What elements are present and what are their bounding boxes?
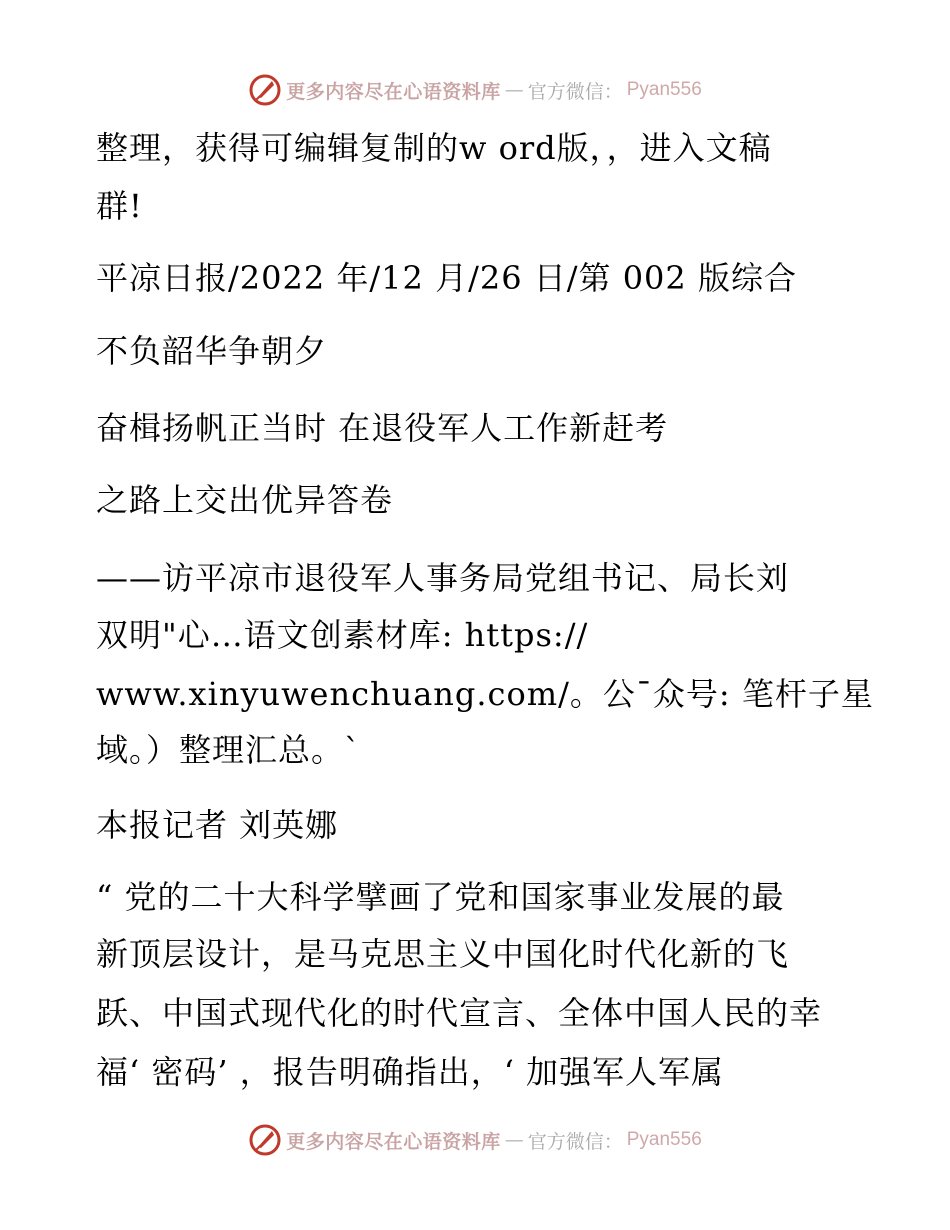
text-line: 新顶层设计，是马克思主义中国化时代化新的飞	[96, 935, 790, 973]
quill-logo-icon	[248, 73, 282, 107]
watermark-sub-text: 官方微信：	[527, 80, 623, 103]
watermark-main-text: 更多内容尽在心语资料库	[286, 80, 501, 103]
headline-line: 奋楫扬帆正当时 在退役军人工作新赶考	[96, 409, 669, 447]
headline-line: 不负韶华争朝夕	[96, 332, 328, 370]
dateline: 平凉日报/2022 年/12 月/26 日/第 002 版综合	[96, 259, 797, 297]
text-line: 群!	[96, 187, 143, 225]
text-line: www.xinyuwenchuang.com/。公¯众号: 笔杆子星	[96, 675, 874, 713]
header-watermark	[0, 70, 950, 110]
text-line: 双明"心…语文创素材库: https://	[96, 616, 589, 654]
watermark-wechat-id: Pyan556	[626, 79, 702, 100]
text-line: 整理，获得可编辑复制的w ord版，，进入文稿	[96, 129, 772, 167]
text-line: 域。）整理汇总。`	[96, 731, 362, 769]
watermark-main-text: 更多内容尽在心语资料库	[286, 1130, 501, 1153]
subtitle-line: ——访平凉市退役军人事务局党组书记、局长刘	[96, 559, 790, 597]
quill-logo-icon	[248, 1123, 282, 1157]
text-line: “ 党的二十大科学擘画了党和国家事业发展的最	[96, 878, 785, 916]
watermark-wechat-id: Pyan556	[626, 1129, 702, 1150]
text-line: 福‘ 密码’ ，报告明确指出，‘ 加强军人军属	[96, 1053, 725, 1091]
watermark-sub-text: 官方微信：	[527, 1130, 623, 1153]
text-line: 跃、中国式现代化的时代宣言、全体中国人民的幸	[96, 994, 823, 1032]
watermark-dash: —	[504, 79, 524, 101]
byline: 本报记者 刘英娜	[96, 806, 339, 844]
footer-watermark	[0, 1120, 950, 1160]
watermark-dash: —	[504, 1129, 524, 1151]
headline-line: 之路上交出优异答卷	[96, 481, 394, 519]
